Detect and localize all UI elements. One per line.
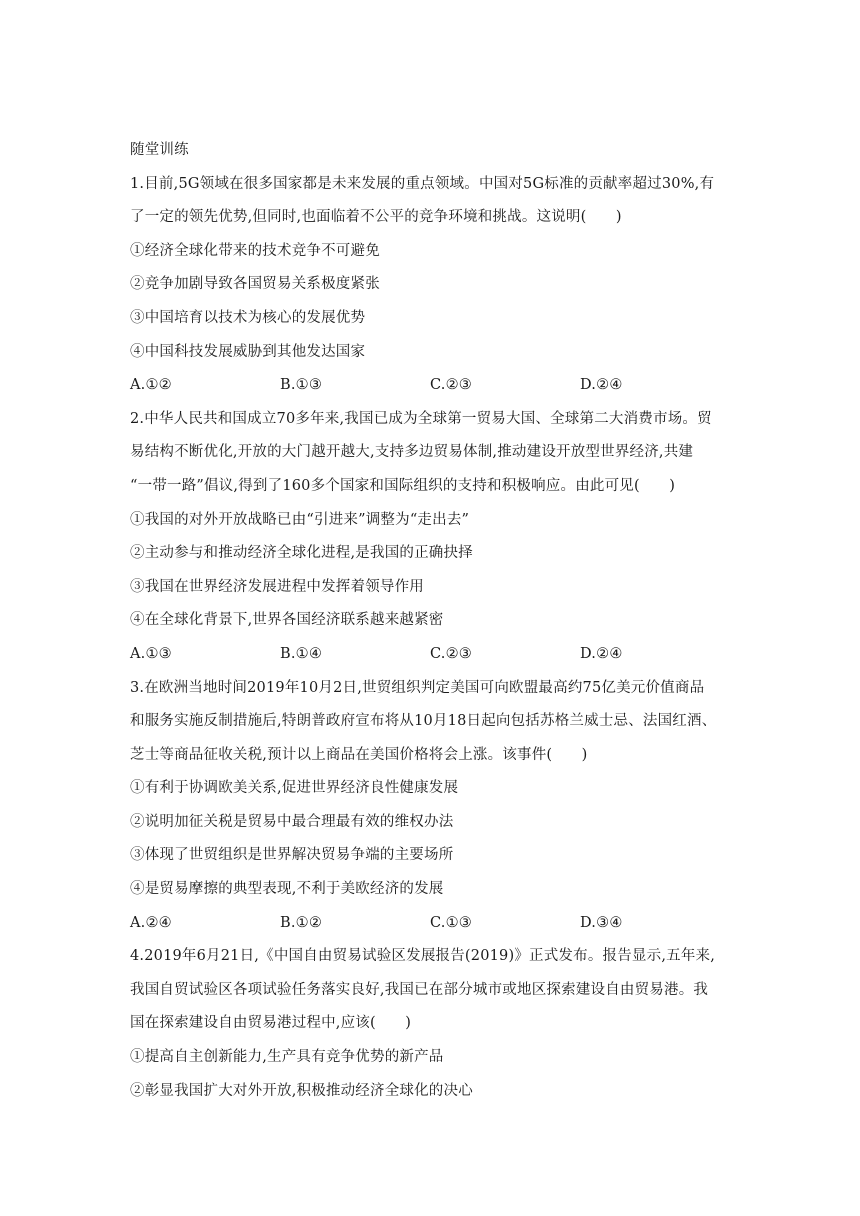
choice-d: D.③④ [580,914,623,931]
option-statement: ②竞争加剧导致各国贸易关系极度紧张 [130,276,380,293]
choice-a: A.②④ [130,914,172,931]
choice-c: C.②③ [430,377,472,394]
option-statement: ③体现了世贸组织是世界解决贸易争端的主要场所 [130,847,454,864]
question-stem-line: 1.目前,5G领域在很多国家都是未来发展的重点领域。中国对5G标准的贡献率超过30%,有 [130,175,715,192]
question-stem-line: 芝士等商品征收关税,预计以上商品在美国价格将会上涨。该事件( ) [130,746,588,763]
question-stem-line: 和服务实施反制措施后,特朗普政府宣布将从10月18日起向包括苏格兰威士忌、法国红酒、 [130,713,717,730]
question-stem-line: 易结构不断优化,开放的大门越开越大,支持多边贸易体制,推动建设开放型世界经济,共建 [130,444,694,461]
choice-a: A.①③ [130,645,172,662]
option-statement: ①我国的对外开放战略已由“引进来”调整为“走出去” [130,511,470,528]
question-stem-line: 2.中华人民共和国成立70多年来,我国已成为全球第一贸易大国、全球第二大消费市场。贸 [130,410,712,427]
question-stem-line: 国在探索建设自由贸易港过程中,应该( ) [130,1015,412,1032]
option-statement: ③我国在世界经济发展进程中发挥着领导作用 [130,578,424,595]
answer-choices [130,644,740,664]
choice-d: D.②④ [580,645,623,662]
option-statement: ②说明加征关税是贸易中最合理最有效的维权办法 [130,813,454,830]
question-stem-line: 我国自贸试验区各项试验任务落实良好,我国已在部分城市或地区探索建设自由贸易港。我 [130,981,709,998]
choice-c: C.②③ [430,645,472,662]
question-1 [130,174,740,396]
option-statement: ④中国科技发展威胁到其他发达国家 [130,343,366,360]
document-content [130,140,740,1114]
choice-d: D.②④ [580,377,623,394]
question-stem-line: “一带一路”倡议,得到了160多个国家和国际组织的支持和积极响应。由此可见( ) [130,477,676,494]
choice-b: B.①② [280,914,323,931]
section-title: 随堂训练 [130,142,189,158]
choice-c: C.①③ [430,914,472,931]
choice-a: A.①② [130,377,172,394]
answer-choices [130,913,740,933]
question-stem-line: 3.在欧洲当地时间2019年10月2日,世贸组织判定美国可向欧盟最高约75亿美元价值商品 [130,679,705,696]
question-2 [130,409,740,664]
option-statement: ②彰显我国扩大对外开放,积极推动经济全球化的决心 [130,1082,473,1099]
question-3 [130,678,740,933]
question-stem-line: 了一定的领先优势,但同时,也面临着不公平的竞争环境和挑战。这说明( ) [130,209,622,226]
question-4 [130,946,740,1100]
answer-choices [130,375,740,395]
option-statement: ③中国培育以技术为核心的发展优势 [130,309,366,326]
option-statement: ④在全球化背景下,世界各国经济联系越来越紧密 [130,612,444,629]
option-statement: ①有利于协调欧美关系,促进世界经济良性健康发展 [130,780,459,797]
choice-b: B.①④ [280,645,323,662]
option-statement: ②主动参与和推动经济全球化进程,是我国的正确抉择 [130,545,473,562]
option-statement: ④是贸易摩擦的典型表现,不利于美欧经济的发展 [130,881,444,898]
option-statement: ①提高自主创新能力,生产具有竞争优势的新产品 [130,1049,444,1066]
option-statement: ①经济全球化带来的技术竞争不可避免 [130,242,380,259]
choice-b: B.①③ [280,377,323,394]
question-stem-line: 4.2019年6月21日,《中国自由贸易试验区发展报告(2019)》正式发布。报告显示,五年来, [130,948,716,965]
